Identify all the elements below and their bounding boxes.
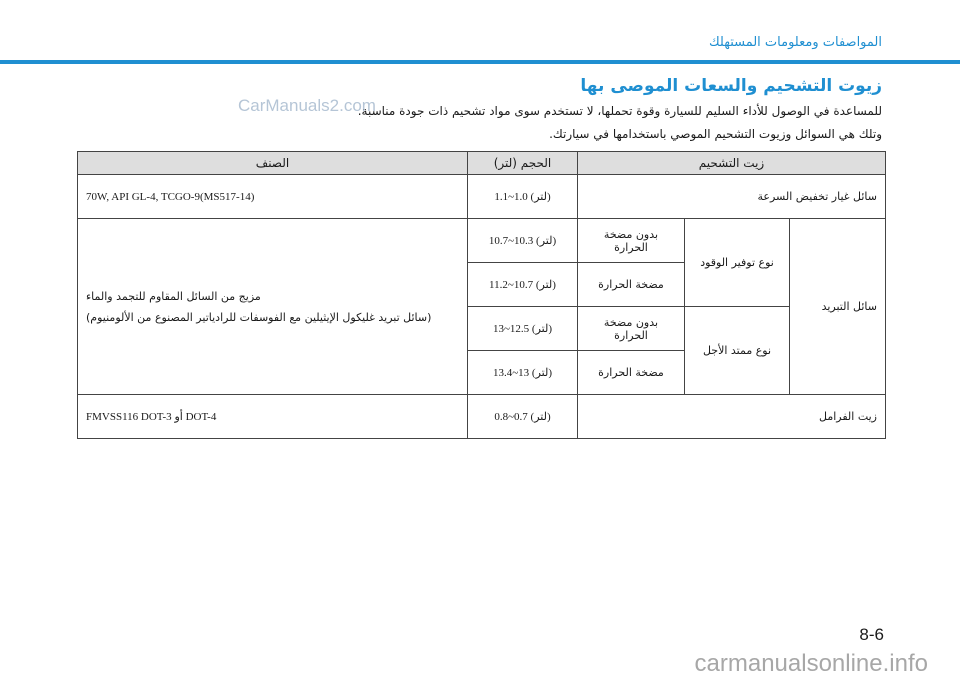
intro-text: [122, 100, 882, 146]
coolant-with-heat-pump-b: مضخة الحرارة: [578, 263, 685, 307]
coolant-type: [78, 219, 468, 395]
coolant-type-line-1: مزيج من السائل المقاوم للتجمد والماء: [86, 289, 261, 303]
brake-volume: 0.8~0.7 (لتر): [468, 395, 578, 439]
coolant-volume-d: 13.4~13 (لتر): [468, 351, 578, 395]
transmission-type: 70W, API GL-4, TCGO-9(MS517-14): [78, 175, 468, 219]
chapter-title: المواصفات ومعلومات المستهلك: [708, 35, 882, 50]
coolant-with-heat-pump-d: مضخة الحرارة: [578, 351, 685, 395]
watermark-top: CarManuals2.com: [238, 96, 376, 115]
section-heading: زيوت التشحيم والسعات الموصى بها: [580, 76, 882, 96]
coolant-without-heat-pump-a: بدون مضخة الحرارة: [578, 219, 685, 263]
table-row: [78, 395, 886, 439]
header-rule: [0, 60, 960, 64]
coolant-fuel-saving: نوع توفير الوقود: [685, 219, 790, 307]
watermark-bottom: carmanualsonline.info: [694, 650, 928, 677]
header-volume: الحجم (لتر): [468, 152, 578, 175]
transmission-volume: 1.1~1.0 (لتر): [468, 175, 578, 219]
table-row: [78, 175, 886, 219]
coolant-volume-c: 13~12.5 (لتر): [468, 307, 578, 351]
intro-line-1: للمساعدة في الوصول للأداء السليم للسيارة وقوة تحملها، لا تستخدم سوى مواد تشحيم ذات جودة مناسبة.: [357, 104, 882, 118]
coolant-item: سائل التبريد: [790, 219, 886, 395]
coolant-without-heat-pump-c: بدون مضخة الحرارة: [578, 307, 685, 351]
table-header-row: [78, 152, 886, 175]
intro-line-2: وتلك هي السوائل وزيوت التشحيم الموصي باستخدامها في سيارتك.: [549, 127, 882, 141]
transmission-item: سائل غيار تخفيض السرعة: [578, 175, 886, 219]
coolant-volume-b: 11.2~10.7 (لتر): [468, 263, 578, 307]
coolant-type-line-2: (سائل تبريد غليكول الإيثيلين مع الفوسفات للرادياتير المصنوع من الألومنيوم): [86, 310, 432, 324]
table-row: [78, 219, 886, 263]
page-number: 8-6: [859, 625, 884, 644]
coolant-long-life: نوع ممتد الأجل: [685, 307, 790, 395]
coolant-volume-a: 10.7~10.3 (لتر): [468, 219, 578, 263]
brake-item: زيت الفرامل: [578, 395, 886, 439]
header-item: زيت التشحيم: [578, 152, 886, 175]
header-type: الصنف: [78, 152, 468, 175]
brake-type: FMVSS116 DOT-3 أو DOT-4: [78, 395, 468, 439]
lubricants-table: [77, 151, 886, 439]
